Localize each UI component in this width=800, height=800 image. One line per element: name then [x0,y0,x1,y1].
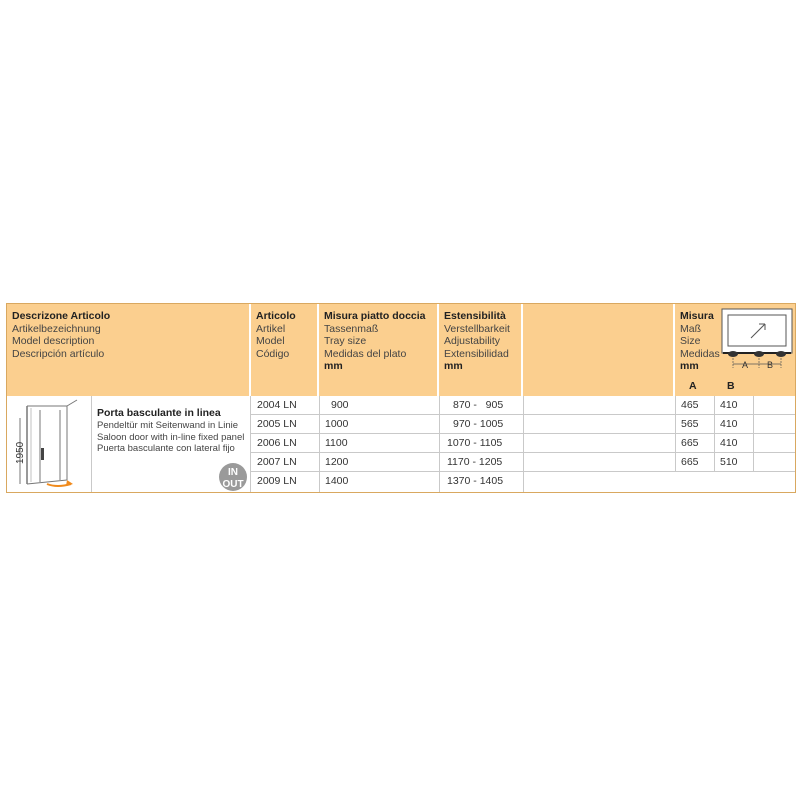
product-desc-en: Saloon door with in-line fixed panel [97,431,245,443]
row-adj: 1070 - 1105 [447,437,503,449]
header-tray-it: Misura piatto doccia [324,310,426,322]
row-a: 665 [681,456,699,468]
header-adjustability [439,304,523,396]
row-a: 665 [681,437,699,449]
header-art-it: Articolo [256,310,296,322]
divider [753,396,754,472]
header-size-it: Misura [680,310,714,322]
badge-out-text: OUT [222,479,244,490]
diagram-label-a: A [742,360,749,368]
row-code: 2006 LN [257,437,297,449]
product-description [97,407,244,455]
row-b: 410 [720,437,738,449]
row-code: 2005 LN [257,418,297,430]
product-title: Porta basculante in linea [97,407,221,419]
header-tray-en: Tray size [324,335,367,347]
row-a: 565 [681,418,699,430]
header-tray-size [319,304,439,396]
header-size-es: Medidas [680,347,720,360]
in-out-badge-icon [218,462,248,492]
row-b: 510 [720,456,738,468]
row-tray: 1100 [325,437,348,449]
header-desc-it: Descrizone Articolo [12,310,111,322]
table-header [7,304,795,396]
header-size-unit: mm [680,360,699,372]
header-article [251,304,319,396]
header-col-a: A [689,380,697,392]
header-col-b: B [727,380,735,392]
divider [523,396,524,492]
header-size-en: Size [680,335,701,347]
row-tray: 1200 [325,456,349,468]
door-handle-icon [41,448,44,460]
divider [319,396,320,492]
header-adj-es: Extensibilidad [444,347,509,360]
header-adj-de: Verstellbarkeit [444,322,510,335]
header-adj-it: Estensibilità [444,310,506,322]
header-description [7,304,251,396]
row-adj: 1170 - 1205 [447,456,503,468]
tray-plan-diagram [721,308,793,368]
header-art-en: Model [256,335,285,347]
product-desc-de: Pendeltür mit Seitenwand in Linie [97,420,239,431]
table-row [251,472,679,491]
height-dimension: 1950 [15,441,26,464]
row-b: 410 [720,418,738,430]
blank-cell [676,472,795,492]
row-tray: 1400 [325,475,349,487]
header-tray-es: Medidas del plato [324,347,407,360]
header-adj-en: Adjustability [444,335,501,347]
shower-door-drawing [7,396,91,492]
product-image-cell [7,396,91,492]
product-desc-es: Puerta basculante con lateral fijo [97,443,235,454]
divider [675,396,676,472]
diagram-label-b: B [767,360,774,368]
row-code: 2009 LN [257,475,297,487]
row-b: 410 [720,399,738,411]
header-desc-en: Model description [12,335,95,347]
header-desc-de: Artikelbezeichnung [12,322,101,335]
row-adj: 870 - 905 [453,399,504,411]
header-tray-unit: mm [324,360,343,372]
header-size [675,304,795,396]
divider [91,396,92,492]
header-adj-unit: mm [444,360,463,372]
header-size-de: Maß [680,322,701,335]
header-blank [523,304,675,396]
badge-in-text: IN [228,467,238,478]
row-tray: 1000 [325,418,349,430]
product-table [6,303,796,493]
row-adj: 970 - 1005 [453,418,504,430]
header-art-es: Código [256,347,290,360]
divider [439,396,440,492]
header-tray-de: Tassenmaß [324,322,379,335]
row-code: 2004 LN [257,399,297,411]
row-code: 2007 LN [257,456,297,468]
header-desc-es: Descripción artículo [12,347,105,360]
header-art-de: Artikel [256,322,286,335]
row-adj: 1370 - 1405 [447,475,504,487]
divider [714,396,715,472]
row-a: 465 [681,399,699,411]
row-tray: 900 [331,399,349,411]
